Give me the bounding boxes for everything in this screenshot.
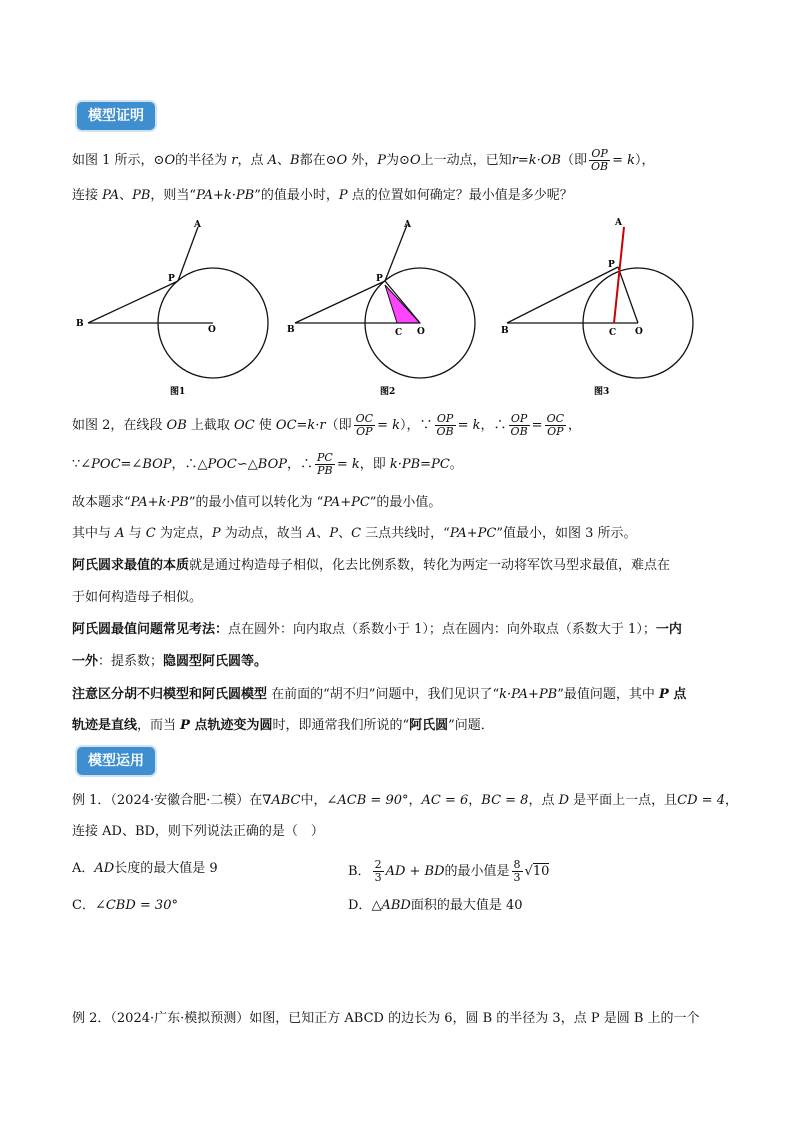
fig1-caption: 图1 — [170, 387, 186, 397]
fig2-segment-pa — [385, 225, 407, 281]
fig1-label-b: B — [76, 319, 84, 329]
fig2-label-c: C — [395, 328, 403, 338]
fig2-label-b: B — [287, 325, 295, 335]
proof-line-6: 于如何构造母子相似。 — [72, 590, 203, 605]
option-c: C．∠CBD = 30° — [72, 898, 178, 913]
fig1-label-o: O — [208, 325, 216, 335]
fig2-caption: 图2 — [380, 387, 396, 397]
fig3-caption: 图3 — [594, 387, 610, 397]
fraction-op-ob: $\frac{OP}{OB}$ — [590, 147, 609, 173]
option-a: A．AD长度的最大值是 9 — [72, 861, 218, 876]
fig3-label-a: A — [615, 218, 622, 228]
fig2-label-o: O — [417, 327, 425, 337]
proof-line-2: ∵∠POC=∠BOP，∴△POC∽△BOP，∴ $\frac{PC}{PB}$ = k，即 k·PB=PC。 — [72, 451, 463, 477]
proof-line-10: 轨迹是直线，而当 P 点轨迹变为圆时，即通常我们所说的“阿氏圆”问题． — [72, 718, 494, 733]
proof-line-9: 注意区分胡不归模型和阿氏圆模型 在前面的“胡不归”问题中，我们见识了“k·PA+PB”最值问题，其中 P 点 — [72, 687, 687, 702]
proof-line-1: 如图 2，在线段 OB 上截取 OC 使 OC=k·r（即 $\frac{OC}{OP}$ = k），∵ $\frac{OP}{OB}$ = k，∴ $\frac{OP}{OB}$ = $\frac{OC}{OP}$ ， — [72, 412, 582, 438]
fig3-segment-po — [618, 267, 638, 323]
proof-line-7: 阿氏圆最值问题常见考法：点在圆外：向内取点（系数小于 1）；点在圆内：向外取点（系数大于 1）；一内 — [72, 622, 682, 637]
proof-line-5: 阿氏圆求最值的本质就是通过构造母子相似，化去比例系数，转化为两定一动将军饮马型求最值，难点在 — [72, 558, 671, 573]
statement-line-2: 连接 PA、PB，则当“PA+k·PB”的值最小时，P 点的位置如何确定？最小值是多少呢？ — [72, 188, 573, 203]
fig1-segment-pa — [178, 227, 198, 281]
fig3-label-o: O — [635, 327, 643, 337]
example-1-line-1: 例 1．（2024·安徽合肥·二模）在∇ABC中，∠ACB = 90°，AC = 6，BC = 8，点 D 是平面上一点，且CD = 4， — [72, 793, 738, 808]
figure-2 — [283, 215, 493, 400]
fig3-label-p: P — [608, 260, 615, 270]
section-badge-model-proof: 模型证明 — [77, 102, 155, 130]
option-b: B． $\frac{2}{3}$ AD + BD的最小值是 $\frac{8}{3}$ √10 — [348, 858, 550, 884]
proof-line-4: 其中与 A 与 C 为定点，P 为动点，故当 A、P、C 三点共线时，“PA+PC”值最小，如图 3 所示。 — [72, 526, 637, 541]
proof-line-8: 一外：提系数；隐圆型阿氏圆等。 — [72, 654, 268, 669]
fig2-label-a: A — [404, 220, 411, 230]
figure-3 — [497, 215, 707, 400]
fig1-label-a: A — [194, 220, 201, 230]
fig1-segment-bp — [88, 281, 178, 323]
fig3-segment-bp — [507, 267, 618, 323]
sqrt-symbol: √ — [524, 864, 533, 879]
figure-1 — [70, 215, 280, 400]
fig3-label-c: C — [609, 328, 617, 338]
statement-line-1: 如图 1 所示，⊙O的半径为 r，点 A、B都在⊙O 外，P为⊙O上一动点，已知r=k·OB（即 $\frac{OP}{OB}$ = k）， — [72, 147, 655, 173]
fig2-label-p: P — [376, 274, 383, 284]
proof-line-3: 故本题求“PA+k·PB”的最小值可以转化为 “PA+PC”的最小值。 — [72, 495, 442, 510]
option-d: D．△ABD面积的最大值是 40 — [348, 898, 523, 913]
example-1-line-2: 连接 AD、BD，则下列说法正确的是（ ） — [72, 824, 324, 839]
fig2-segment-bp — [295, 281, 385, 323]
fig3-line-ac — [614, 227, 624, 323]
section-badge-model-application: 模型运用 — [77, 747, 155, 775]
fig3-label-b: B — [501, 326, 509, 336]
example-2-line-1: 例 2．（2024·广东·模拟预测）如图，已知正方 ABCD 的边长为 6，圆 B 的半径为 3，点 P 是圆 B 上的一个 — [72, 1011, 700, 1026]
fig1-label-p: P — [168, 274, 175, 284]
